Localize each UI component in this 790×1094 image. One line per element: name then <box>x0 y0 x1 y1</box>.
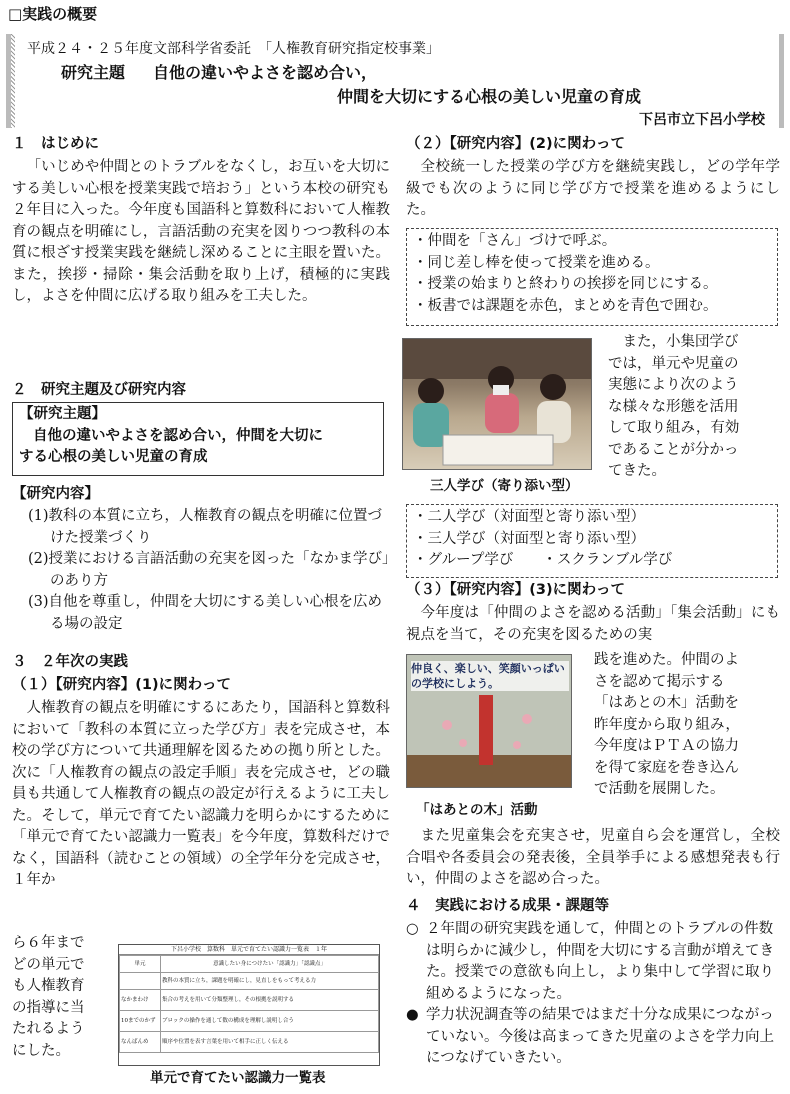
table-row <box>120 956 379 973</box>
table-cell: 10までのかず <box>120 1011 161 1032</box>
table-title: 下呂小学校 算数科 単元で育てたい認識力一覧表 １年 <box>119 945 379 955</box>
assembly-paragraph: また児童集会を充実させ，児童自ら会を運営し，全校合唱や各委員会の発表後，全員挙手による感想発表も行い，仲間のよさを認め合った。 <box>406 828 780 887</box>
subheading-practice-3: （３）【研究内容】(3)に関わって <box>406 582 625 598</box>
table-caption: 単元で育てたい認識力一覧表 <box>150 1070 326 1086</box>
result-mark: ● <box>406 1007 419 1023</box>
small-group-line: な様々な形態を活用 <box>608 398 739 415</box>
table-row <box>120 990 379 1011</box>
tail-line: も人権教育 <box>12 978 85 994</box>
heart-tree-line: さを認めて掲示する <box>594 673 725 690</box>
theme-box <box>12 402 384 476</box>
theme-text-1: 自他の違いやよさを認め合い， <box>153 63 378 82</box>
school-name: 下呂市立下呂小学校 <box>639 112 765 128</box>
small-group-line: 実態により次のよう <box>608 377 739 393</box>
table-cell: 教科の本質に立ち，課題を明確にし，見直しをもって考える力 <box>161 973 379 990</box>
heading-theme-content: ２ 研究主題及び研究内容 <box>12 382 186 398</box>
result-text: 学力状況調査等の結果ではまだ十分な成果につながっていない。今後は高まってきた児童のよさを学力向上につなげていきたい。 <box>426 1007 774 1066</box>
theme-label: 研究主題 <box>61 63 126 82</box>
result-item <box>406 1005 780 1070</box>
small-group-line: して取り組み，有効 <box>608 420 740 436</box>
theme-box-line2: する心根の美しい児童の育成 <box>19 449 208 465</box>
table-cell: なんばんめ <box>120 1032 161 1053</box>
small-group-text <box>608 332 784 483</box>
practice1-paragraph: 人権教育の観点を明確にするにあたり，国語科と算数科において「教科の本質に立った学び方」表を完成させ，本校の学び方について共通理解を図るための拠り所とした。次に「人権教育の観点の設定手順」表を完成させ，どの職員も共通して人権教育の観点の設定が行えるように工夫した。そして，単元で育てたい認識力を明らかにするために「単元で育てたい認識力一覧表」を今年度，算数科だけでなく，国語科（読むことの領域）の全学年分を完成させ，１年か <box>12 700 390 888</box>
tail-line: にした。 <box>12 1042 70 1059</box>
heading-intro: １ はじめに <box>12 136 99 152</box>
rule-item: ・同じ差し棒を使って授業を進める。 <box>413 254 660 271</box>
heart-tree-line: 今年度はＰＴＡの協力 <box>594 738 739 754</box>
heart-tree-photo <box>406 654 572 788</box>
three-student-learning-photo <box>402 338 592 470</box>
content-label: 【研究内容】 <box>12 486 99 502</box>
form-item: ・三人学び（対面型と寄り添い型） <box>413 530 645 547</box>
tail-line: ら６年まで <box>12 935 85 951</box>
photo1-caption: 三人学び（寄り添い型） <box>430 478 579 494</box>
table <box>119 955 379 1053</box>
banner-text: 仲良く、楽しい、笑顔いっぱいの学校にしよう。 <box>411 661 569 691</box>
small-group-line: てきた。 <box>608 463 666 479</box>
table-cell: 順序や位置を表す言葉を用いて相手に正しく伝える <box>161 1032 379 1053</box>
tail-line: たれるよう <box>12 1021 85 1037</box>
photo-illustration <box>403 339 592 470</box>
theme-box-line1: 自他の違いやよさを認め合い，仲間を大切に <box>33 427 323 444</box>
heart-tree-line: を得て家庭を巻き込ん <box>594 759 739 776</box>
practice2-paragraph: 全校統一した授業の学び方を継続実践し，どの学年学級でも次のように同じ学び方で授業を進めるようにした。 <box>406 159 780 218</box>
intro-paragraph: 「いじめや仲間とのトラブルをなくし，お互いを大切にする美しい心根を授業実践で培おう」という本校の研究も２年目に入った。今年度も国語科と算数科において人権教育の観点を明確にし，言語活動の充実を図りつつ教科の本質に根ざす授業実践を継続し深めることに主眼を置いた。また，挨拶・掃除・集会活動を取り上げ，積極的に実践し，よさを仲間に広げる取り組みを工夫した。 <box>12 159 390 304</box>
heart-tree-line: で活動を展開した。 <box>594 781 725 797</box>
subheading-practice-1: （１）【研究内容】(1)に関わって <box>12 677 231 693</box>
practice1-tail <box>12 933 112 1062</box>
heart-tree-line: 「はあとの木」活動を <box>594 695 739 711</box>
content-item: (3)自他を尊重し，仲間を大切にする美しい心根を広める場の設定 <box>28 594 383 632</box>
recognition-table-image <box>118 944 380 1066</box>
content-list <box>12 506 390 635</box>
result-text: ２年間の研究実践を通して，仲間とのトラブルの件数は明らかに減少し，仲間を大切にする言動が増えてきた。授業での意欲も向上し，より集中して学習に取り組めるようになった。 <box>426 921 774 1002</box>
practice3-paragraph: 今年度は「仲間のよさを認める活動」「集会活動」にも視点を当て，その充実を図るための実 <box>406 605 780 643</box>
table-cell: 意識したい身につけたい「認識力」「認識点」 <box>161 956 379 973</box>
small-group-line: であることが分かっ <box>608 441 739 458</box>
tail-line: の指導に当 <box>12 999 85 1016</box>
learning-forms-box <box>406 504 778 578</box>
heart-tree-line: 践を進めた。仲間のよ <box>594 652 739 668</box>
table-cell <box>120 973 161 990</box>
small-group-line: では，単元や児童の <box>608 355 739 372</box>
table-cell: 単元 <box>120 956 161 973</box>
tail-line: どの単元で <box>12 956 85 973</box>
rule-item: ・授業の始まりと終わりの挨拶を同じにする。 <box>413 276 718 292</box>
research-theme-line1 <box>61 62 377 84</box>
photo2-caption: 「はあとの木」活動 <box>416 802 538 818</box>
small-group-line: また，小集団学び <box>622 334 739 350</box>
heart-tree-line: 昨年度から取り組み， <box>594 716 740 733</box>
header-box <box>6 34 784 128</box>
table-cell: 集合の考えを用いて分類整理し，その根拠を説明する <box>161 990 379 1011</box>
table-row <box>120 1032 379 1053</box>
commission-line: 平成２４・２５年度文部科学省委託 「人権教育研究指定校事業」 <box>27 41 440 57</box>
content-item: (1)教科の本質に立ち，人権教育の観点を明確に位置づけた授業づくり <box>28 508 383 546</box>
learning-rules-box <box>406 228 778 326</box>
table-row <box>120 973 379 990</box>
research-theme-line2: 仲間を大切にする心根の美しい児童の育成 <box>337 87 642 106</box>
table-cell: ブロックの操作を通して数の構成を理解し説明し合う <box>161 1011 379 1032</box>
form-item: ・二人学び（対面型と寄り添い型） <box>413 509 645 525</box>
table-row <box>120 1011 379 1032</box>
section-title: □実践の概要 <box>8 5 98 23</box>
rule-item: ・仲間を「さん」づけで呼ぶ。 <box>413 233 617 249</box>
heading-practice: ３ ２年次の実践 <box>12 654 128 670</box>
theme-box-label: 【研究主題】 <box>19 406 106 422</box>
rule-item: ・板書では課題を赤色，まとめを青色で囲む。 <box>413 297 718 314</box>
result-item <box>406 919 780 1005</box>
result-mark: ○ <box>406 921 419 937</box>
heart-tree-text <box>594 650 782 801</box>
table-cell: なかまわけ <box>120 990 161 1011</box>
subheading-practice-2: （２）【研究内容】(2)に関わって <box>406 136 625 152</box>
heading-results: ４ 実践における成果・課題等 <box>406 898 609 914</box>
form-item: ・グループ学び ・スクランブル学び <box>413 552 673 568</box>
results-list <box>406 919 780 1070</box>
content-item: (2)授業における言語活動の充実を図った「なかま学び」のあり方 <box>28 551 390 589</box>
